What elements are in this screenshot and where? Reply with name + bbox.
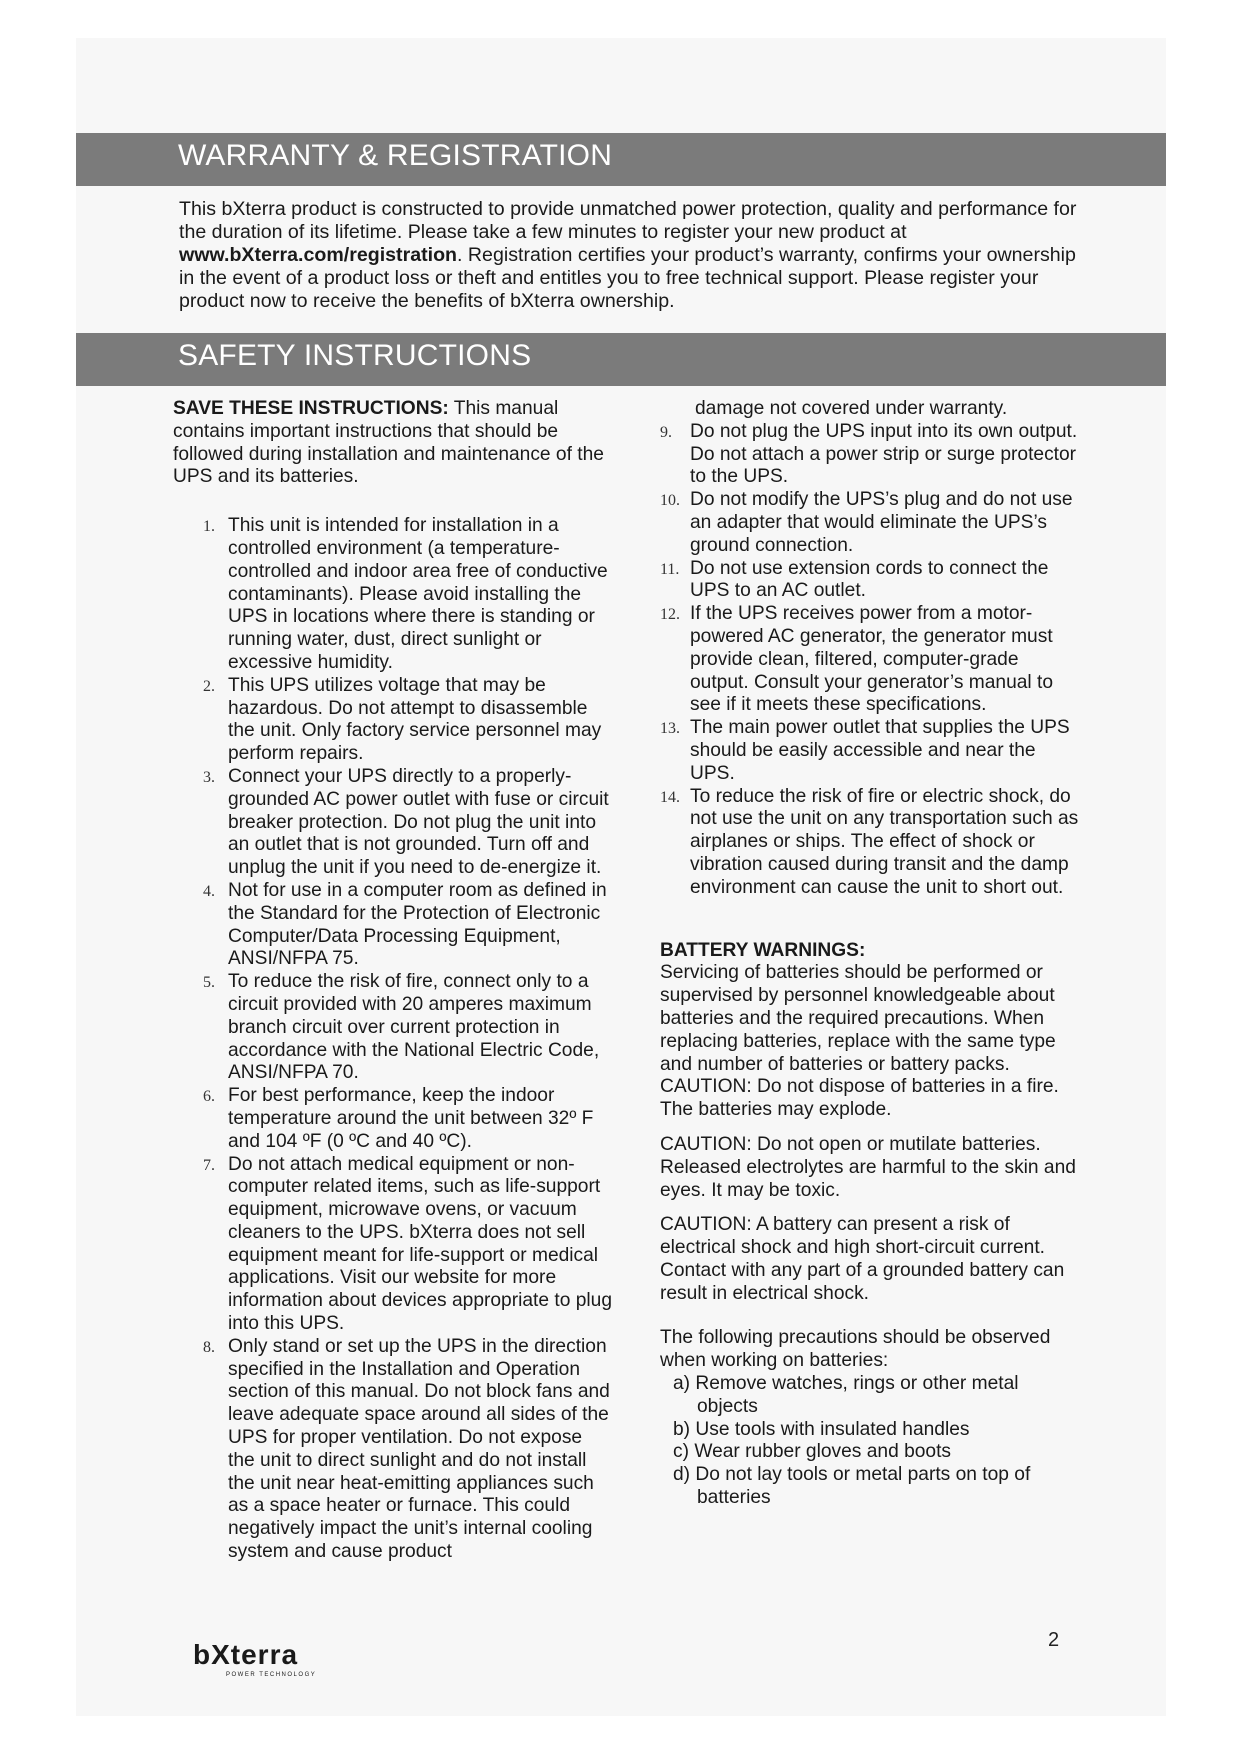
safety-item-8-continuation: damage not covered under warranty. (695, 398, 1008, 419)
safety-item-text: For best performance, keep the indoor temperature around the unit between 32º F and 104 ºF (0 ºC and 40 ºC). (228, 1085, 594, 1152)
safety-item (173, 1154, 613, 1336)
page-number: 2 (1048, 1629, 1060, 1651)
battery-caution-open: CAUTION: Do not open or mutilate batteries. Released electrolytes are harmful to the skin and eyes. It may be toxic. (660, 1133, 1076, 1201)
safety-item-number: 3. (203, 768, 215, 786)
safety-item-text: Do not modify the UPS’s plug and do not use an adapter that would eliminate the UPS’s ground connection. (690, 489, 1073, 556)
battery-caution-shock: CAUTION: A battery can present a risk of electrical shock and high short-circuit current. Contact with any part of a grounded battery can result in electrical shock. (660, 1214, 1065, 1304)
safety-item-text: If the UPS receives power from a motor-powered AC generator, the generator must provide clean, filtered, computer-grade output. Consult your generator’s manual to see if it meets these specifications. (690, 603, 1054, 716)
safety-item (660, 558, 1080, 604)
safety-item-number: 13. (660, 720, 680, 738)
safety-item (660, 421, 1080, 489)
safety-item-number: 12. (660, 606, 680, 624)
safety-banner (76, 333, 1166, 386)
warranty-text-after: . Registration certifies your product’s warranty, confirms your ownership in the event of a product loss or theft and entitles you to free technical support. Please register your product now to receive the benefits of bXterra ownership. (179, 244, 1076, 312)
safety-item (173, 1085, 613, 1153)
logo-tagline: POWER TECHNOLOGY (226, 1672, 317, 1678)
safety-item-number: 10. (660, 492, 680, 510)
logo-wordmark: bXterra (193, 1640, 299, 1670)
safety-item-text: Not for use in a computer room as defined in the Standard for the Protection of Electronic Computer/Data Processing Equipment, ANSI/NFPA 75. (228, 879, 607, 970)
warranty-paragraph (179, 198, 1089, 313)
safety-item-number: 4. (203, 882, 215, 900)
safety-left-column (173, 398, 613, 1564)
safety-item (173, 971, 613, 1085)
safety-item-text: This unit is intended for installation in a controlled environment (a temperature-controlled and indoor area free of conductive contaminants). Please avoid installing the UPS in locations where there is standing or running water, dust, direct sunlight or excessive humidity. (228, 515, 608, 673)
safety-item-text: Do not attach medical equipment or non-computer related items, such as life-support equipment, microwave ovens, or vacuum cleaners to the UPS. bXterra does not sell equipment meant for life-support or medical applications. Visit our website for more information about devices appropriate to plug into this UPS. (228, 1153, 612, 1335)
bxterra-logo-mark (193, 1640, 343, 1680)
safety-item-text: Do not use extension cords to connect the UPS to an AC outlet. (690, 557, 1049, 602)
safety-right-column (660, 398, 1080, 1510)
safety-item (660, 717, 1080, 785)
safety-item (173, 675, 613, 766)
precautions-list (660, 1373, 1080, 1510)
safety-item-number: 1. (203, 518, 215, 536)
safety-item-number: 6. (203, 1088, 215, 1106)
precaution-item: c) Wear rubber gloves and boots (673, 1441, 952, 1463)
bxterra-logo (193, 1640, 343, 1680)
precautions-intro: The following precautions should be observed when working on batteries: (660, 1327, 1051, 1372)
safety-item-text: To reduce the risk of fire, connect only to a circuit provided with 20 amperes maximum branch circuit over current protection in accordance with the National Electric Code, ANSI/NFPA 70. (228, 971, 600, 1084)
safety-item-text: To reduce the risk of fire or electric shock, do not use the unit on any transportation such as airplanes or ships. The effect of shock or vibration caused during transit and the damp environment can cause the unit to short out. (690, 785, 1079, 898)
safety-item-number: 14. (660, 788, 680, 806)
safety-item (660, 786, 1080, 900)
safety-item (173, 515, 613, 675)
precaution-item: b) Use tools with insulated handles (673, 1418, 970, 1440)
safety-item (173, 766, 613, 880)
precaution-item: d) Do not lay tools or metal parts on top of batteries (673, 1464, 1031, 1509)
warranty-heading: WARRANTY & REGISTRATION (178, 139, 613, 172)
safety-item-number: 5. (203, 974, 215, 992)
warranty-text-before: This bXterra product is constructed to provide unmatched power protection, quality and performance for the duration of its lifetime. Please take a few minutes to register your new product at (179, 198, 1077, 243)
safety-item-text: Only stand or set up the UPS in the direction specified in the Installation and Operation section of this manual. Do not block fans and leave adequate space around all sides of the UPS for proper ventilation. Do not expose the unit to direct sunlight and do not install the unit near heat-emitting appliances such as a space heater or furnace. This could negatively impact the unit’s internal cooling system and cause product (228, 1335, 610, 1563)
save-instructions-label: SAVE THESE INSTRUCTIONS: (173, 398, 449, 419)
registration-link[interactable]: www.bXterra.com/registration (179, 244, 458, 266)
battery-paragraph: Servicing of batteries should be performed or supervised by personnel knowledgeable about batteries and the required precautions. When replacing batteries, replace with the same type and number of batteries or battery packs. (660, 962, 1056, 1075)
safety-item-number: 8. (203, 1338, 215, 1356)
safety-item (660, 603, 1080, 717)
battery-warnings-heading: BATTERY WARNINGS: (660, 939, 866, 961)
safety-list-left (173, 515, 613, 1564)
safety-item (173, 1336, 613, 1564)
safety-heading: SAFETY INSTRUCTIONS (178, 339, 532, 372)
safety-item-text: The main power outlet that supplies the UPS should be easily accessible and near the UPS. (690, 717, 1070, 784)
safety-list-right (660, 421, 1080, 900)
precaution-item: a) Remove watches, rings or other metal objects (673, 1373, 1019, 1417)
safety-item-number: 7. (203, 1156, 215, 1174)
safety-item-text: Do not plug the UPS input into its own output. Do not attach a power strip or surge protector to the UPS. (690, 420, 1078, 488)
save-instructions-text: This manual contains important instructions that should be followed during installation and maintenance of the UPS and its batteries. (173, 398, 604, 488)
safety-item-number: 9. (660, 423, 672, 441)
safety-item-number: 2. (203, 677, 215, 695)
battery-caution-fire: CAUTION: Do not dispose of batteries in a fire. The batteries may explode. (660, 1076, 1059, 1121)
safety-item (660, 489, 1080, 557)
warranty-banner (76, 133, 1166, 186)
save-instructions-paragraph (173, 398, 613, 489)
safety-item-text: This UPS utilizes voltage that may be hazardous. Do not attempt to disassemble the unit. Only factory service personnel may perform repairs. (228, 674, 602, 765)
safety-item (173, 880, 613, 971)
safety-item-number: 11. (660, 560, 680, 578)
safety-item-text: Connect your UPS directly to a properly-grounded AC power outlet with fuse or circuit breaker protection. Do not plug the unit into an outlet that is not grounded. Turn off and unplug the unit if you need to de-energize it. (228, 765, 609, 879)
